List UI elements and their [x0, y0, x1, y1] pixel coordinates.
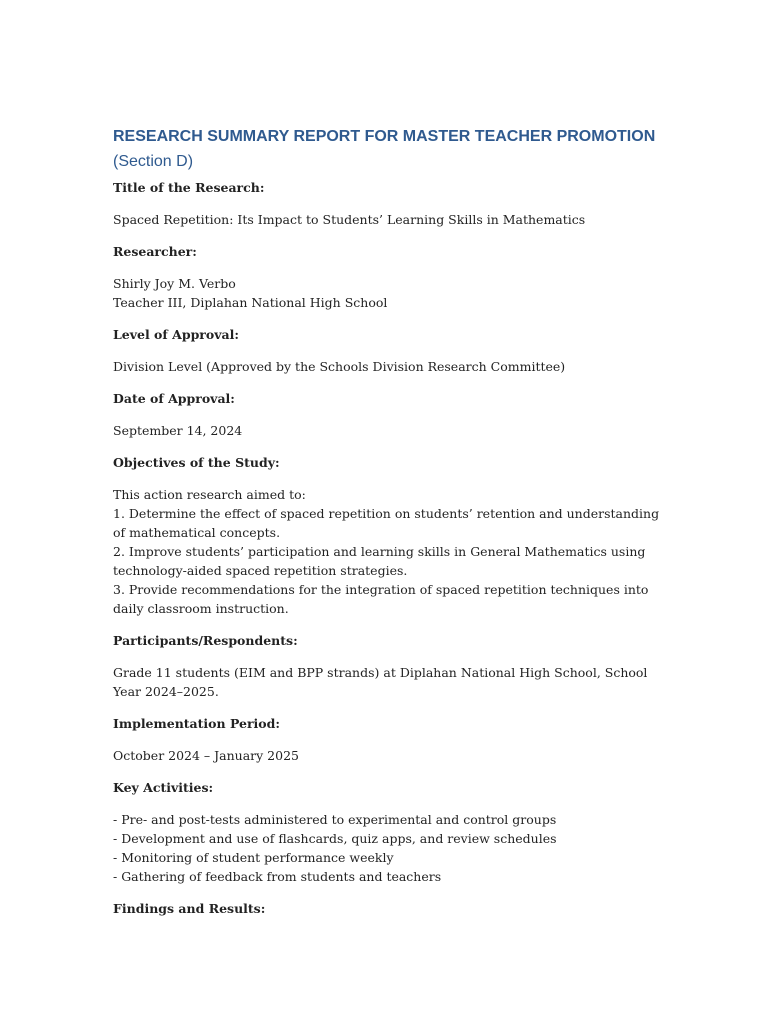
document-title: [113, 124, 668, 174]
participants-label: Participants/Respondents:: [113, 633, 298, 648]
section-participants: [113, 631, 668, 701]
research-title-label: Title of the Research:: [113, 180, 265, 195]
researcher-info: [113, 274, 668, 312]
key-activity-item: - Monitoring of student performance weekly: [113, 850, 394, 865]
document-title-main: RESEARCH SUMMARY REPORT FOR MASTER TEACHER PROMOTION: [113, 128, 656, 145]
section-implementation-period: [113, 714, 668, 765]
objectives-label: Objectives of the Study:: [113, 455, 280, 470]
implementation-period-label: Implementation Period:: [113, 716, 280, 731]
key-activity-item: - Development and use of flashcards, quiz apps, and review schedules: [113, 831, 557, 846]
researcher-label: Researcher:: [113, 244, 197, 259]
objective-item: 3. Provide recommendations for the integration of spaced repetition techniques into daily classroom instruction.: [113, 582, 649, 616]
objective-item: 1. Determine the effect of spaced repetition on students’ retention and understanding of mathematical concepts.: [113, 506, 660, 540]
findings-label: Findings and Results:: [113, 901, 266, 916]
key-activities-label: Key Activities:: [113, 780, 214, 795]
key-activity-item: - Pre- and post-tests administered to experimental and control groups: [113, 812, 557, 827]
section-research-title: [113, 178, 668, 229]
research-title-value: Spaced Repetition: Its Impact to Students’ Learning Skills in Mathematics: [113, 212, 586, 227]
objectives-list: [113, 485, 668, 618]
key-activity-item: - Gathering of feedback from students and teachers: [113, 869, 442, 884]
researcher-position: Teacher III, Diplahan National High School: [113, 295, 388, 310]
participants-value: Grade 11 students (EIM and BPP strands) at Diplahan National High School, School Year 2024–2025.: [113, 665, 648, 699]
date-of-approval-value: September 14, 2024: [113, 423, 243, 438]
implementation-period-value: October 2024 – January 2025: [113, 748, 299, 763]
section-key-activities: [113, 778, 668, 886]
objective-item: 2. Improve students’ participation and learning skills in General Mathematics using technology-aided spaced repetition strategies.: [113, 544, 646, 578]
level-of-approval-label: Level of Approval:: [113, 327, 239, 342]
researcher-name: Shirly Joy M. Verbo: [113, 276, 236, 291]
section-level-of-approval: [113, 325, 668, 376]
section-findings: [113, 899, 668, 918]
level-of-approval-value: Division Level (Approved by the Schools Division Research Committee): [113, 359, 566, 374]
key-activities-list: [113, 810, 668, 886]
objectives-intro: This action research aimed to:: [113, 487, 306, 502]
section-researcher: [113, 242, 668, 312]
document-subtitle: (Section D): [113, 153, 194, 170]
section-objectives: [113, 453, 668, 618]
date-of-approval-label: Date of Approval:: [113, 391, 235, 406]
section-date-of-approval: [113, 389, 668, 440]
